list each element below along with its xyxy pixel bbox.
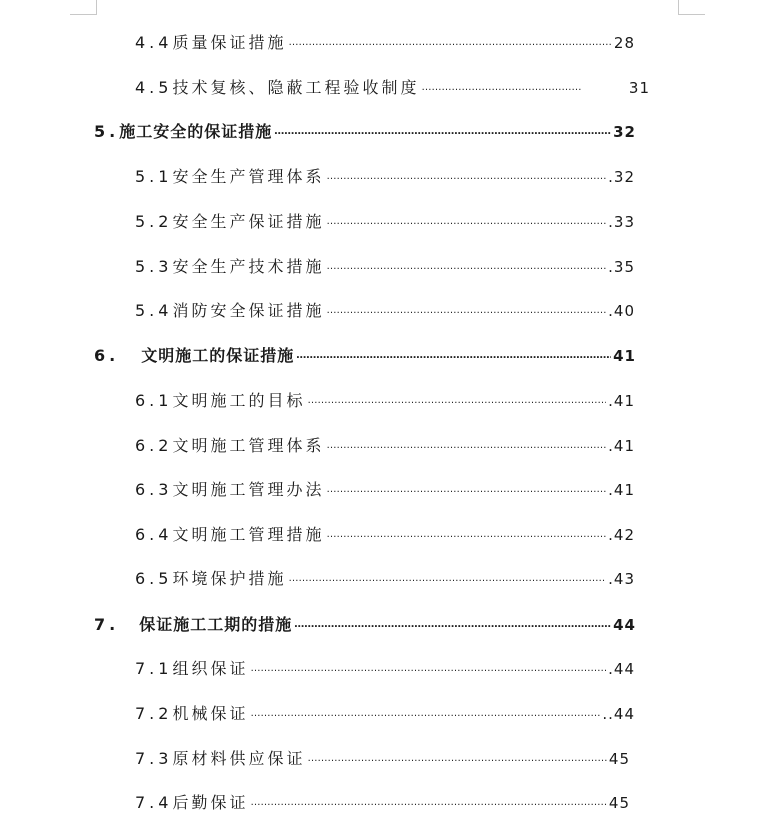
- toc-page-number: .35: [608, 258, 635, 276]
- margin-corner-mark-right: [678, 0, 705, 15]
- toc-dot-leader: [421, 75, 581, 101]
- toc-title: 文明施工的保证措施: [141, 346, 295, 365]
- toc-number: 5.3: [135, 257, 173, 276]
- toc-page-number: .40: [608, 302, 635, 320]
- toc-entry[interactable]: [135, 254, 635, 280]
- toc-dot-leader: [288, 566, 606, 592]
- margin-corner-mark-left: [70, 0, 97, 15]
- toc-page-number: 41: [613, 347, 636, 365]
- toc-number: 5.2: [135, 212, 173, 231]
- toc-title: 安全生产管理体系: [172, 167, 325, 186]
- toc-page-number: .41: [608, 392, 635, 410]
- toc-dot-leader: [294, 612, 611, 638]
- toc-number: 7.2: [135, 704, 173, 723]
- toc-dot-leader: [326, 298, 606, 324]
- toc-entry[interactable]: [135, 209, 635, 235]
- toc-dot-leader: [288, 30, 611, 56]
- toc-number: 6.: [94, 346, 120, 365]
- toc-entry[interactable]: [135, 75, 650, 101]
- toc-page-number: 44: [613, 616, 636, 634]
- toc-title: 文明施工管理办法: [172, 480, 325, 499]
- toc-entry[interactable]: [94, 119, 636, 145]
- toc-title: 机械保证: [172, 704, 249, 723]
- toc-dot-leader: [250, 790, 606, 816]
- toc-number: 7.4: [135, 793, 173, 812]
- toc-entry[interactable]: [135, 566, 635, 592]
- toc-title: 后勤保证: [172, 793, 249, 812]
- toc-page-number: .43: [608, 570, 635, 588]
- toc-dot-leader: [307, 746, 606, 772]
- toc-title: 文明施工管理措施: [172, 525, 325, 544]
- toc-title: 文明施工管理体系: [172, 436, 325, 455]
- toc-entry[interactable]: [135, 746, 630, 772]
- toc-dot-leader: [307, 388, 606, 414]
- toc-number: 6.1: [135, 391, 173, 410]
- toc-title: 文明施工的目标: [172, 391, 306, 410]
- toc-title: 施工安全的保证措施: [119, 122, 273, 141]
- toc-entry[interactable]: [135, 656, 635, 682]
- toc-entry[interactable]: [135, 522, 635, 548]
- toc-title: 质量保证措施: [172, 33, 287, 52]
- toc-title: 环境保护措施: [172, 569, 287, 588]
- toc-dot-leader: [296, 343, 611, 369]
- toc-entry[interactable]: [135, 388, 635, 414]
- toc-number: 5.1: [135, 167, 173, 186]
- toc-entry[interactable]: [135, 701, 635, 727]
- toc-dot-leader: [250, 656, 606, 682]
- toc-dot-leader: [326, 433, 606, 459]
- toc-dot-leader: [326, 522, 606, 548]
- toc-dot-leader: [250, 701, 600, 727]
- toc-page-number: .42: [608, 526, 635, 544]
- toc-page-number: 28: [613, 34, 635, 52]
- toc-dot-leader: [274, 119, 611, 145]
- toc-page-number: 32: [613, 123, 636, 141]
- toc-title: 原材料供应保证: [172, 749, 306, 768]
- toc-number: 4.4: [135, 33, 173, 52]
- toc-entry[interactable]: [135, 30, 635, 56]
- toc-entry[interactable]: [94, 343, 636, 369]
- toc-number: 6.3: [135, 480, 173, 499]
- toc-dot-leader: [326, 209, 606, 235]
- toc-number: 7.: [94, 615, 120, 634]
- toc-number: 4.5: [135, 78, 173, 97]
- toc-page-number: ..44: [602, 705, 635, 723]
- toc-entry[interactable]: [94, 612, 636, 638]
- toc-title: 保证施工工期的措施: [139, 615, 293, 634]
- toc-page-number: .32: [608, 168, 635, 186]
- toc-page-number: .41: [608, 481, 635, 499]
- toc-number: 7.1: [135, 659, 173, 678]
- toc-number: 6.4: [135, 525, 173, 544]
- toc-number: 7.3: [135, 749, 173, 768]
- toc-entry[interactable]: [135, 298, 635, 324]
- toc-title: 安全生产技术措施: [172, 257, 325, 276]
- toc-page-number: .41: [608, 437, 635, 455]
- toc-dot-leader: [326, 477, 606, 503]
- toc-page-number: 31: [628, 79, 650, 97]
- toc-title: 消防安全保证措施: [172, 301, 325, 320]
- toc-page-number: .33: [608, 213, 635, 231]
- toc-dot-leader: [326, 254, 606, 280]
- toc-number: 6.5: [135, 569, 173, 588]
- toc-number: 5.: [94, 122, 120, 141]
- toc-entry[interactable]: [135, 477, 635, 503]
- toc-title: 安全生产保证措施: [172, 212, 325, 231]
- toc-entry[interactable]: [135, 433, 635, 459]
- toc-entry[interactable]: [135, 790, 630, 816]
- toc-number: 5.4: [135, 301, 173, 320]
- toc-dot-leader: [326, 164, 606, 190]
- toc-entry[interactable]: [135, 164, 635, 190]
- toc-title: 组织保证: [172, 659, 249, 678]
- toc-page-number: 45: [608, 750, 630, 768]
- toc-number: 6.2: [135, 436, 173, 455]
- toc-title: 技术复核、隐蔽工程验收制度: [172, 78, 420, 97]
- toc-page-number: 45: [608, 794, 630, 812]
- toc-page-number: .44: [608, 660, 635, 678]
